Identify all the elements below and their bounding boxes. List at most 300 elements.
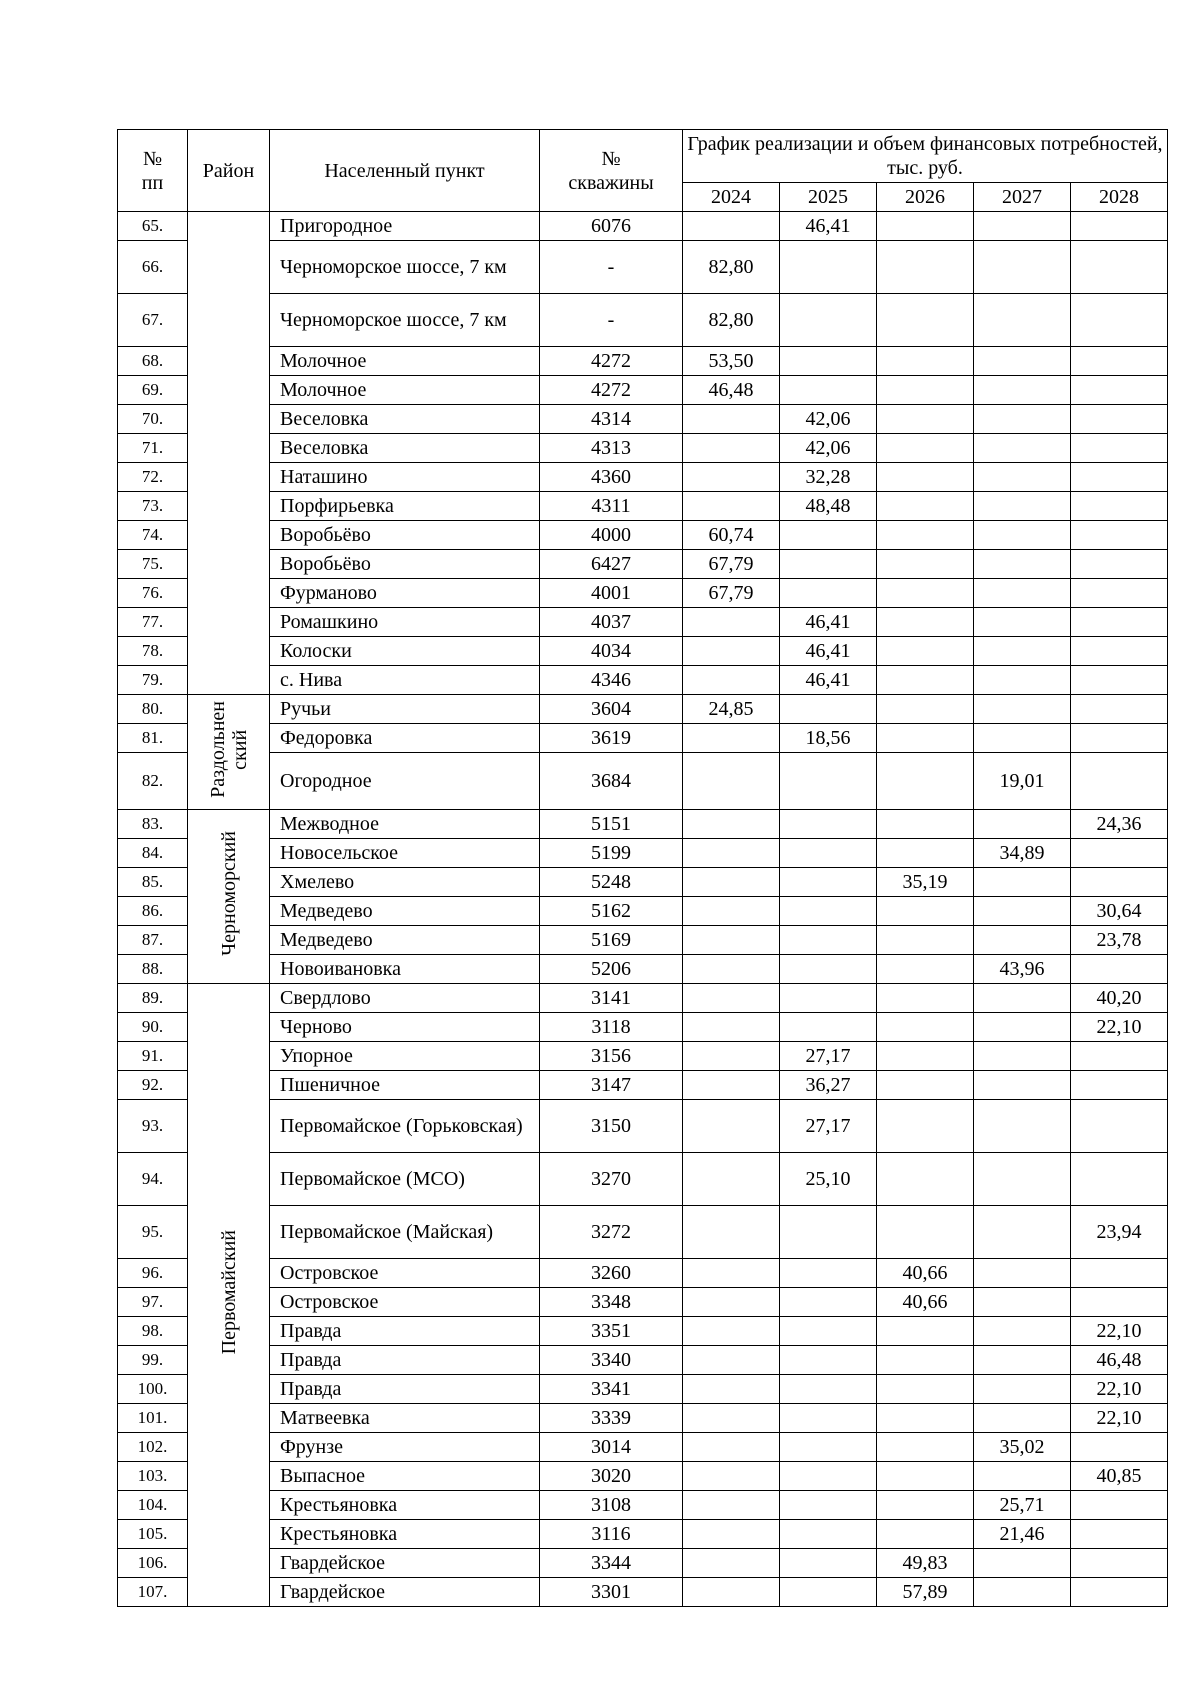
amount-2024	[683, 1259, 780, 1288]
amount-2027	[974, 294, 1071, 347]
amount-2028	[1071, 463, 1168, 492]
amount-2026	[877, 608, 974, 637]
amount-2024	[683, 1206, 780, 1259]
table-row	[118, 1520, 1168, 1549]
amount-2025: 46,41	[780, 608, 877, 637]
amount-2026	[877, 405, 974, 434]
amount-2027	[974, 1578, 1071, 1607]
amount-2027	[974, 241, 1071, 294]
well-number: 3604	[540, 695, 683, 724]
row-number: 78.	[118, 637, 188, 666]
amount-2024	[683, 1433, 780, 1462]
locality-name: Островское	[270, 1259, 540, 1288]
table-row	[118, 579, 1168, 608]
table-row	[118, 347, 1168, 376]
locality-name: Первомайское (МСО)	[270, 1153, 540, 1206]
table-row	[118, 695, 1168, 724]
well-number: 5169	[540, 926, 683, 955]
district-name: Первомайский	[217, 1229, 240, 1355]
amount-2026	[877, 984, 974, 1013]
locality-name: Фрунзе	[270, 1433, 540, 1462]
table-row	[118, 897, 1168, 926]
amount-2027	[974, 1375, 1071, 1404]
amount-2025	[780, 241, 877, 294]
amount-2026	[877, 294, 974, 347]
well-number: 3118	[540, 1013, 683, 1042]
amount-2028: 40,20	[1071, 984, 1168, 1013]
amount-2024	[683, 926, 780, 955]
well-number: 3260	[540, 1259, 683, 1288]
amount-2027	[974, 637, 1071, 666]
locality-name: Крестьяновка	[270, 1520, 540, 1549]
table-row	[118, 1288, 1168, 1317]
well-number: 4001	[540, 579, 683, 608]
well-number: 3351	[540, 1317, 683, 1346]
locality-name: Свердлово	[270, 984, 540, 1013]
row-number: 71.	[118, 434, 188, 463]
amount-2026	[877, 463, 974, 492]
amount-2028	[1071, 1071, 1168, 1100]
table-row	[118, 810, 1168, 839]
amount-2028: 23,78	[1071, 926, 1168, 955]
amount-2025	[780, 1433, 877, 1462]
table-row	[118, 666, 1168, 695]
row-number: 65.	[118, 212, 188, 241]
row-number: 76.	[118, 579, 188, 608]
row-number: 100.	[118, 1375, 188, 1404]
row-number: 69.	[118, 376, 188, 405]
header-district: Район	[188, 130, 270, 212]
table-row	[118, 608, 1168, 637]
amount-2028	[1071, 1288, 1168, 1317]
table-row	[118, 463, 1168, 492]
amount-2025: 27,17	[780, 1100, 877, 1153]
amount-2025	[780, 984, 877, 1013]
district-name: Черноморский	[217, 831, 240, 956]
amount-2025	[780, 1013, 877, 1042]
amount-2025	[780, 897, 877, 926]
amount-2025	[780, 1520, 877, 1549]
amount-2026	[877, 1346, 974, 1375]
well-number: 3141	[540, 984, 683, 1013]
district-name: Раздольнен ский	[206, 700, 251, 798]
row-number: 86.	[118, 897, 188, 926]
amount-2027	[974, 810, 1071, 839]
row-number: 80.	[118, 695, 188, 724]
table-row	[118, 1346, 1168, 1375]
row-number: 94.	[118, 1153, 188, 1206]
amount-2026	[877, 241, 974, 294]
table-row	[118, 1404, 1168, 1433]
amount-2025	[780, 521, 877, 550]
amount-2024	[683, 1462, 780, 1491]
well-number: 3270	[540, 1153, 683, 1206]
amount-2028	[1071, 521, 1168, 550]
amount-2027: 25,71	[974, 1491, 1071, 1520]
amount-2027	[974, 492, 1071, 521]
amount-2024	[683, 868, 780, 897]
amount-2025	[780, 839, 877, 868]
amount-2027	[974, 550, 1071, 579]
amount-2027: 43,96	[974, 955, 1071, 984]
amount-2026	[877, 1042, 974, 1071]
locality-name: Матвеевка	[270, 1404, 540, 1433]
locality-name: Воробьёво	[270, 521, 540, 550]
amount-2027	[974, 666, 1071, 695]
amount-2024: 46,48	[683, 376, 780, 405]
locality-name: Колоски	[270, 637, 540, 666]
district-cell	[188, 984, 270, 1607]
amount-2026	[877, 1206, 974, 1259]
amount-2024: 67,79	[683, 579, 780, 608]
row-number: 103.	[118, 1462, 188, 1491]
table-row	[118, 1100, 1168, 1153]
table-row	[118, 753, 1168, 810]
row-number: 68.	[118, 347, 188, 376]
well-number: 3340	[540, 1346, 683, 1375]
amount-2024: 67,79	[683, 550, 780, 579]
header-year-2026: 2026	[877, 183, 974, 212]
well-number: 5206	[540, 955, 683, 984]
amount-2027: 19,01	[974, 753, 1071, 810]
amount-2025	[780, 1578, 877, 1607]
amount-2028: 22,10	[1071, 1317, 1168, 1346]
amount-2024	[683, 1404, 780, 1433]
amount-2024: 60,74	[683, 521, 780, 550]
amount-2028	[1071, 637, 1168, 666]
amount-2025: 46,41	[780, 212, 877, 241]
table-row	[118, 405, 1168, 434]
locality-name: Упорное	[270, 1042, 540, 1071]
amount-2028: 46,48	[1071, 1346, 1168, 1375]
amount-2028: 23,94	[1071, 1206, 1168, 1259]
locality-name: Фурманово	[270, 579, 540, 608]
amount-2026	[877, 695, 974, 724]
amount-2025	[780, 926, 877, 955]
locality-name: Федоровка	[270, 724, 540, 753]
amount-2028	[1071, 1042, 1168, 1071]
amount-2028	[1071, 955, 1168, 984]
table-row	[118, 955, 1168, 984]
row-number: 104.	[118, 1491, 188, 1520]
amount-2027: 35,02	[974, 1433, 1071, 1462]
amount-2024	[683, 1578, 780, 1607]
well-number: 3020	[540, 1462, 683, 1491]
amount-2025	[780, 1317, 877, 1346]
amount-2024	[683, 1375, 780, 1404]
well-number: 4272	[540, 347, 683, 376]
well-number: 3348	[540, 1288, 683, 1317]
amount-2026	[877, 1317, 974, 1346]
amount-2027: 34,89	[974, 839, 1071, 868]
amount-2026	[877, 1520, 974, 1549]
amount-2024	[683, 608, 780, 637]
amount-2027	[974, 897, 1071, 926]
locality-name: Черново	[270, 1013, 540, 1042]
amount-2026	[877, 579, 974, 608]
amount-2028	[1071, 405, 1168, 434]
amount-2025	[780, 376, 877, 405]
table-body	[118, 212, 1168, 1607]
well-number: 4037	[540, 608, 683, 637]
locality-name: Правда	[270, 1375, 540, 1404]
amount-2026	[877, 212, 974, 241]
amount-2025	[780, 1288, 877, 1317]
row-number: 107.	[118, 1578, 188, 1607]
table-row	[118, 550, 1168, 579]
row-number: 66.	[118, 241, 188, 294]
well-number: 3150	[540, 1100, 683, 1153]
amount-2027	[974, 1100, 1071, 1153]
row-number: 84.	[118, 839, 188, 868]
table-row	[118, 492, 1168, 521]
amount-2026: 40,66	[877, 1259, 974, 1288]
amount-2027	[974, 1071, 1071, 1100]
row-number: 87.	[118, 926, 188, 955]
table-row	[118, 241, 1168, 294]
table-row	[118, 984, 1168, 1013]
locality-name: Черноморское шоссе, 7 км	[270, 294, 540, 347]
amount-2026	[877, 550, 974, 579]
well-number: 5151	[540, 810, 683, 839]
table-row	[118, 1317, 1168, 1346]
amount-2028	[1071, 1153, 1168, 1206]
amount-2027	[974, 1013, 1071, 1042]
well-number: 3341	[540, 1375, 683, 1404]
amount-2028	[1071, 1520, 1168, 1549]
amount-2024	[683, 955, 780, 984]
amount-2026: 57,89	[877, 1578, 974, 1607]
amount-2027	[974, 1288, 1071, 1317]
well-number: 3339	[540, 1404, 683, 1433]
amount-2028	[1071, 1491, 1168, 1520]
amount-2026	[877, 376, 974, 405]
amount-2028: 22,10	[1071, 1013, 1168, 1042]
amount-2024	[683, 463, 780, 492]
amount-2027	[974, 724, 1071, 753]
row-number: 75.	[118, 550, 188, 579]
amount-2028	[1071, 608, 1168, 637]
locality-name: Гвардейское	[270, 1578, 540, 1607]
locality-name: Молочное	[270, 347, 540, 376]
amount-2028	[1071, 241, 1168, 294]
well-number: 5162	[540, 897, 683, 926]
row-number: 91.	[118, 1042, 188, 1071]
amount-2025	[780, 810, 877, 839]
amount-2027	[974, 1346, 1071, 1375]
row-number: 92.	[118, 1071, 188, 1100]
amount-2024	[683, 1153, 780, 1206]
locality-name: Веселовка	[270, 405, 540, 434]
amount-2024: 24,85	[683, 695, 780, 724]
well-number: 6427	[540, 550, 683, 579]
locality-name: Порфирьевка	[270, 492, 540, 521]
amount-2026	[877, 1375, 974, 1404]
table-row	[118, 724, 1168, 753]
amount-2028: 22,10	[1071, 1404, 1168, 1433]
amount-2025: 32,28	[780, 463, 877, 492]
row-number: 98.	[118, 1317, 188, 1346]
locality-name: Гвардейское	[270, 1549, 540, 1578]
amount-2025: 46,41	[780, 637, 877, 666]
amount-2026	[877, 1433, 974, 1462]
amount-2027	[974, 405, 1071, 434]
locality-name: Пригородное	[270, 212, 540, 241]
row-number: 85.	[118, 868, 188, 897]
table-row	[118, 1071, 1168, 1100]
locality-name: Первомайское (Горьковская)	[270, 1100, 540, 1153]
amount-2028: 30,64	[1071, 897, 1168, 926]
table-row	[118, 1433, 1168, 1462]
locality-name: Ручьи	[270, 695, 540, 724]
amount-2025	[780, 347, 877, 376]
amount-2027	[974, 868, 1071, 897]
amount-2026: 49,83	[877, 1549, 974, 1578]
table-row	[118, 868, 1168, 897]
amount-2028	[1071, 579, 1168, 608]
amount-2027: 21,46	[974, 1520, 1071, 1549]
amount-2024	[683, 897, 780, 926]
row-number: 102.	[118, 1433, 188, 1462]
amount-2025	[780, 1206, 877, 1259]
row-number: 67.	[118, 294, 188, 347]
amount-2026	[877, 1153, 974, 1206]
table-header	[118, 130, 1168, 212]
amount-2026	[877, 347, 974, 376]
amount-2028: 40,85	[1071, 1462, 1168, 1491]
amount-2024	[683, 434, 780, 463]
amount-2025: 46,41	[780, 666, 877, 695]
amount-2024	[683, 1346, 780, 1375]
table-row	[118, 294, 1168, 347]
header-year-2027: 2027	[974, 183, 1071, 212]
well-number: 4360	[540, 463, 683, 492]
amount-2027	[974, 984, 1071, 1013]
district-cell	[188, 810, 270, 984]
well-number: 3684	[540, 753, 683, 810]
row-number: 74.	[118, 521, 188, 550]
amount-2028	[1071, 753, 1168, 810]
well-number: 4313	[540, 434, 683, 463]
locality-name: Веселовка	[270, 434, 540, 463]
amount-2025: 42,06	[780, 405, 877, 434]
locality-name: Медведево	[270, 926, 540, 955]
table-row	[118, 1206, 1168, 1259]
amount-2028: 22,10	[1071, 1375, 1168, 1404]
header-well: № скважины	[540, 130, 683, 212]
amount-2025	[780, 1346, 877, 1375]
amount-2024	[683, 1071, 780, 1100]
row-number: 95.	[118, 1206, 188, 1259]
amount-2028	[1071, 212, 1168, 241]
row-number: 99.	[118, 1346, 188, 1375]
amount-2024	[683, 1100, 780, 1153]
amount-2024	[683, 1549, 780, 1578]
amount-2028	[1071, 492, 1168, 521]
district-cell	[188, 212, 270, 695]
row-number: 81.	[118, 724, 188, 753]
table-row	[118, 521, 1168, 550]
amount-2024	[683, 724, 780, 753]
amount-2028	[1071, 1549, 1168, 1578]
table-row	[118, 1578, 1168, 1607]
amount-2024	[683, 839, 780, 868]
well-number: 4000	[540, 521, 683, 550]
row-number: 73.	[118, 492, 188, 521]
amount-2025: 18,56	[780, 724, 877, 753]
amount-2025	[780, 579, 877, 608]
amount-2024	[683, 753, 780, 810]
amount-2024	[683, 405, 780, 434]
amount-2024	[683, 492, 780, 521]
row-number: 97.	[118, 1288, 188, 1317]
amount-2026	[877, 1404, 974, 1433]
well-number: 3301	[540, 1578, 683, 1607]
header-schedule: График реализации и объем финансовых потребностей, тыс. руб.	[683, 130, 1168, 183]
amount-2024	[683, 810, 780, 839]
amount-2025	[780, 695, 877, 724]
table-row	[118, 1375, 1168, 1404]
amount-2026	[877, 1013, 974, 1042]
amount-2028	[1071, 1433, 1168, 1462]
amount-2025	[780, 1549, 877, 1578]
amount-2024: 53,50	[683, 347, 780, 376]
locality-name: Ромашкино	[270, 608, 540, 637]
row-number: 79.	[118, 666, 188, 695]
locality-name: Медведево	[270, 897, 540, 926]
amount-2028	[1071, 347, 1168, 376]
wells-schedule-table	[117, 129, 1168, 1607]
amount-2025: 42,06	[780, 434, 877, 463]
row-number: 82.	[118, 753, 188, 810]
amount-2026	[877, 810, 974, 839]
table-row	[118, 1042, 1168, 1071]
table-row	[118, 376, 1168, 405]
amount-2027	[974, 695, 1071, 724]
amount-2025	[780, 1462, 877, 1491]
row-number: 77.	[118, 608, 188, 637]
amount-2024	[683, 984, 780, 1013]
well-number: 5248	[540, 868, 683, 897]
amount-2028	[1071, 839, 1168, 868]
amount-2026	[877, 1462, 974, 1491]
amount-2026	[877, 1071, 974, 1100]
row-number: 105.	[118, 1520, 188, 1549]
amount-2027	[974, 376, 1071, 405]
amount-2026	[877, 666, 974, 695]
header-num: № пп	[118, 130, 188, 212]
amount-2024	[683, 666, 780, 695]
district-cell	[188, 695, 270, 810]
locality-name: Новосельское	[270, 839, 540, 868]
table-row	[118, 1491, 1168, 1520]
amount-2026	[877, 839, 974, 868]
well-number: 3116	[540, 1520, 683, 1549]
amount-2026	[877, 637, 974, 666]
amount-2026	[877, 492, 974, 521]
locality-name: с. Нива	[270, 666, 540, 695]
amount-2028	[1071, 868, 1168, 897]
locality-name: Островское	[270, 1288, 540, 1317]
locality-name: Правда	[270, 1317, 540, 1346]
amount-2026	[877, 897, 974, 926]
amount-2027	[974, 1549, 1071, 1578]
well-number: 3108	[540, 1491, 683, 1520]
table-row	[118, 839, 1168, 868]
header-year-2025: 2025	[780, 183, 877, 212]
row-number: 93.	[118, 1100, 188, 1153]
locality-name: Крестьяновка	[270, 1491, 540, 1520]
